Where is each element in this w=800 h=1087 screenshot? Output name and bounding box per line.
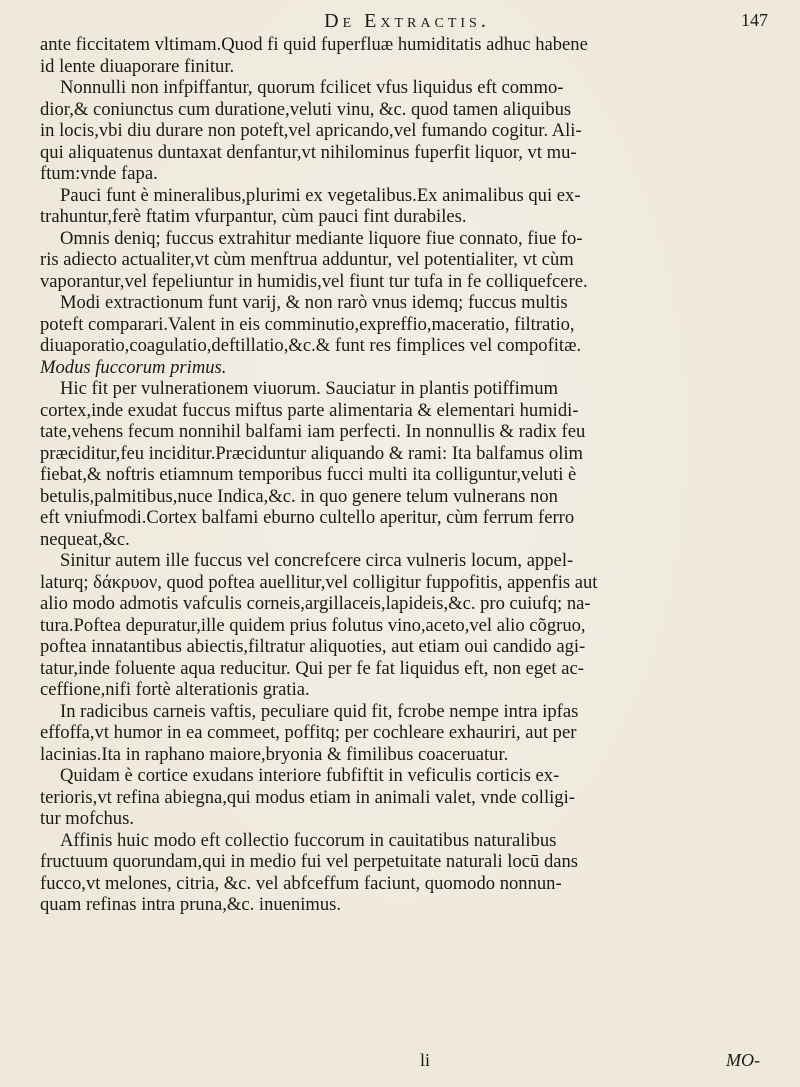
text-line: lacinias.Ita in raphano maiore,bryonia & fimilibus coaceruatur. <box>40 743 509 765</box>
text-line: In radicibus carneis vaftis, peculiare quid fit, fcrobe nempe intra ipfas <box>60 700 579 722</box>
text-line: poteft comparari.Valent in eis comminutio,expreffio,maceratio, filtratio, <box>40 313 575 335</box>
text-line: diuaporatio,coagulatio,deftillatio,&c.& funt res fimplices vel compofitæ. <box>40 335 582 356</box>
text-line: ris adiecto actualiter,vt cùm menftrua adduntur, vel potentialiter, vt cùm <box>40 249 574 270</box>
text-line: dior,& coniunctus cum duratione,veluti vinu, &c. quod tamen aliquibus <box>40 98 572 120</box>
section-heading: Modus fuccorum primus. <box>40 356 227 378</box>
text-line: terioris,vt refina abiegna,qui modus etiam in animali valet, vnde colligi- <box>40 786 575 808</box>
text-line: Affinis huic modo eft collectio fuccorum in cauitatibus naturalibus <box>60 829 557 851</box>
text-line: tate,vehens fecum nonnihil balfami iam perfecti. In nonnullis & radix feu <box>40 421 586 442</box>
text-line: Modi extractionum funt varij, & non rarò vnus idemq; fuccus multis <box>60 292 568 313</box>
text-line: id lente diuaporare finitur. <box>40 55 235 77</box>
signature-mark: li <box>420 1050 431 1070</box>
text-line: laturq; δάκρυον, quod poftea auellitur,vel colligitur fuppofitis, appenfis aut <box>40 571 598 593</box>
catchword: MO- <box>726 1050 760 1070</box>
page-number: 147 <box>741 10 768 30</box>
text-line: eft vniufmodi.Cortex balfami eburno cultello aperitur, cùm ferrum ferro <box>40 507 575 528</box>
text-line: poftea innatantibus abiectis,filtratur aliquoties, aut etiam oui candido agi- <box>40 636 586 657</box>
text-line: tur mofchus. <box>40 808 134 829</box>
text-line: Sinitur autem ille fuccus vel concrefcere circa vulneris locum, appel- <box>60 550 574 571</box>
text-line: fucco,vt melones, citria, &c. vel abfceffum faciunt, quomodo nonnun- <box>40 872 562 894</box>
text-line: nequeat,&c. <box>40 528 130 550</box>
text-line: trahuntur,ferè ftatim vfurpantur, cùm pauci fint durabiles. <box>40 206 467 227</box>
text-line: ftum:vnde fapa. <box>40 163 158 184</box>
text-line: ceffione,nifi fortè alterationis gratia. <box>40 679 310 700</box>
text-block <box>40 34 774 916</box>
text-line: Hic fit per vulnerationem viuorum. Sauciatur in plantis potiffimum <box>60 378 558 399</box>
page-footer <box>0 1050 800 1080</box>
text-line: betulis,palmitibus,nuce Indica,&c. in quo genere telum vulnerans non <box>40 485 558 507</box>
text-line: alio modo admotis vafculis corneis,argillaceis,lapideis,&c. pro cuiufq; na- <box>40 593 591 614</box>
running-head <box>40 10 774 32</box>
text-line: præciditur,feu inciditur.Præciduntur aliquando & rami: Ita balfamus olim <box>40 442 584 464</box>
text-line: Quidam è cortice exudans interiore fubfiftit in veficulis corticis ex- <box>60 765 560 786</box>
text-line: cortex,inde exudat fuccus miftus parte alimentaria & elementari humidi- <box>40 399 579 421</box>
text-line: qui aliquatenus duntaxat denfantur,vt nihilominus fuperfit liquor, vt mu- <box>40 141 577 163</box>
text-line: fiebat,& noftris etiamnum temporibus fucci multi ita colliguntur,veluti è <box>40 464 577 485</box>
text-line: Nonnulli non infpiffantur, quorum fcilicet vfus liquidus eft commo- <box>60 77 564 98</box>
text-line: effoffa,vt humor in ea commeet, poffitq; per cochleare exhauriri, aut per <box>40 722 577 743</box>
text-line: tatur,inde foluente aqua reducitur. Qui per fe fat liquidus eft, non eget ac- <box>40 657 584 679</box>
running-title: De Extractis. <box>324 10 490 32</box>
text-line: in locis,vbi diu durare non poteft,vel apricando,vel fumando cogitur. Ali- <box>40 120 582 141</box>
text-line: ante ficcitatem vltimam.Quod fi quid fuperfluæ humiditatis adhuc habene <box>40 34 588 55</box>
text-line: quam refinas intra pruna,&c. inuenimus. <box>40 894 342 915</box>
text-line: vaporantur,vel fepeliuntur in humidis,vel fiunt tur tufa in fe colliquefcere. <box>40 270 588 292</box>
text-line: tura.Poftea depuratur,ille quidem prius folutus vino,aceto,vel alio cõgruo, <box>40 614 586 636</box>
text-line: fructuum quorundam,qui in medio fui vel perpetuitate naturali locū dans <box>40 851 579 872</box>
text-line: Pauci funt è mineralibus,plurimi ex vegetalibus.Ex animalibus qui ex- <box>60 184 581 206</box>
text-line: Omnis deniq; fuccus extrahitur mediante liquore fiue connato, fiue fo- <box>60 227 583 249</box>
